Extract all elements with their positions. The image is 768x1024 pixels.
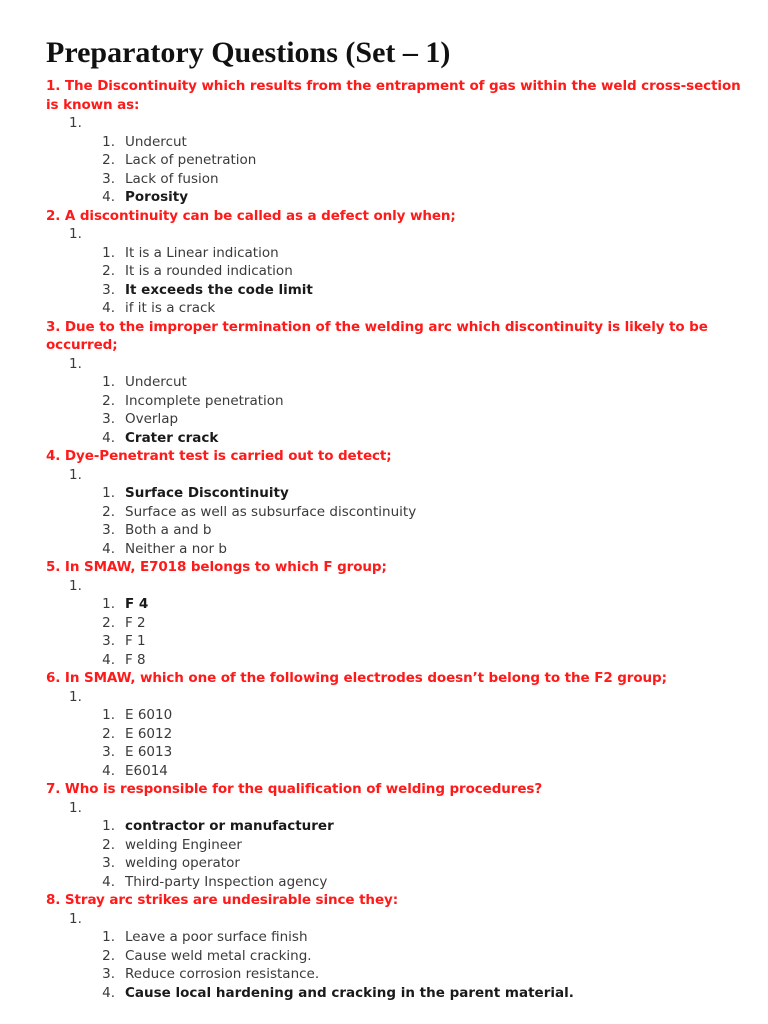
outer-list-number: 1.: [69, 910, 82, 927]
outer-list-number: 1.: [69, 355, 82, 372]
outer-list-number: 1.: [69, 115, 82, 131]
option-list: [46, 484, 746, 558]
option-number: 1.: [102, 485, 115, 501]
option-label: F 8: [125, 651, 146, 668]
option-item: [46, 632, 746, 651]
option-label: Porosity: [125, 189, 189, 205]
option-label: E 6013: [125, 744, 173, 760]
option-number: 3.: [102, 855, 115, 871]
option-label: Both a and b: [125, 522, 212, 538]
option-number: 1.: [102, 818, 115, 834]
option-list: [46, 244, 746, 318]
option-item: [46, 410, 746, 429]
option-label: F 1: [125, 633, 146, 649]
document-page: [46, 0, 746, 1002]
question-text: 3. Due to the improper termination of the welding arc which discontinuity is likely to be occurred;: [46, 318, 708, 353]
option-item: [46, 854, 746, 873]
option-item: [46, 299, 746, 318]
question-text: 2. A discontinuity can be called as a defect only when;: [46, 207, 456, 224]
question-text: 1. The Discontinuity which results from the entrapment of gas within the weld cross-section is known as:: [46, 78, 741, 113]
option-number: 1.: [102, 596, 115, 612]
option-label: F 2: [125, 614, 146, 631]
option-number: 4.: [102, 651, 115, 668]
question-list: [46, 77, 746, 1002]
option-item: [46, 151, 746, 170]
option-number: 4.: [102, 762, 115, 779]
outer-list-number: 1.: [69, 466, 82, 483]
option-label: contractor or manufacturer: [125, 818, 334, 834]
option-label: E6014: [125, 762, 168, 779]
option-number: 2.: [102, 392, 115, 409]
option-label: Cause local hardening and cracking in the parent material.: [125, 984, 574, 1001]
question-text: 5. In SMAW, E7018 belongs to which F group;: [46, 559, 387, 575]
option-label: Lack of fusion: [125, 170, 219, 187]
option-item: [46, 503, 746, 522]
option-number: 2.: [102, 152, 115, 168]
option-item: [46, 965, 746, 984]
option-label: if it is a crack: [125, 300, 216, 316]
option-number: 4.: [102, 189, 115, 205]
option-item: [46, 540, 746, 559]
option-number: 3.: [102, 281, 115, 298]
option-label: Surface Discontinuity: [125, 485, 289, 501]
question-block: [46, 207, 746, 318]
option-label: Third-party Inspection agency: [125, 873, 328, 890]
option-number: 2.: [102, 725, 115, 742]
option-number: 2.: [102, 836, 115, 853]
option-number: 4.: [102, 984, 115, 1001]
option-label: Undercut: [125, 374, 187, 390]
option-item: [46, 743, 746, 762]
option-number: 3.: [102, 744, 115, 760]
option-label: Leave a poor surface finish: [125, 929, 308, 945]
option-item: [46, 947, 746, 966]
option-label: E 6010: [125, 707, 173, 723]
option-item-answer: [46, 484, 746, 503]
question-text: 6. In SMAW, which one of the following electrodes doesn’t belong to the F2 group;: [46, 670, 667, 686]
outer-list-number: 1.: [69, 799, 82, 816]
option-number: 1.: [102, 244, 115, 261]
option-number: 3.: [102, 170, 115, 187]
option-label: Crater crack: [125, 429, 219, 446]
option-item: [46, 133, 746, 152]
option-number: 2.: [102, 947, 115, 964]
option-label: welding operator: [125, 855, 240, 871]
option-label: Undercut: [125, 133, 187, 150]
option-label: welding Engineer: [125, 836, 242, 853]
option-item-answer: [46, 281, 746, 300]
option-number: 4.: [102, 873, 115, 890]
question-text: 4. Dye-Penetrant test is carried out to detect;: [46, 448, 392, 464]
question-block: [46, 447, 746, 558]
option-label: Neither a nor b: [125, 540, 227, 557]
question-block: [46, 558, 746, 669]
option-number: 1.: [102, 374, 115, 390]
option-item-answer: [46, 595, 746, 614]
option-item: [46, 762, 746, 781]
option-item: [46, 706, 746, 725]
option-number: 1.: [102, 707, 115, 723]
option-list: [46, 817, 746, 891]
option-item: [46, 170, 746, 189]
option-item-answer: [46, 984, 746, 1003]
question-text: 7. Who is responsible for the qualification of welding procedures?: [46, 781, 543, 797]
option-list: [46, 133, 746, 207]
option-number: 4.: [102, 300, 115, 316]
option-number: 4.: [102, 429, 115, 446]
option-label: Incomplete penetration: [125, 392, 284, 409]
option-label: It is a rounded indication: [125, 263, 293, 279]
option-number: 4.: [102, 540, 115, 557]
option-item: [46, 373, 746, 392]
option-item: [46, 244, 746, 263]
option-list: [46, 595, 746, 669]
question-text: 8. Stray arc strikes are undesirable since they:: [46, 892, 398, 908]
question-block: [46, 318, 746, 448]
question-block: [46, 669, 746, 780]
option-label: It is a Linear indication: [125, 244, 279, 261]
option-item-answer: [46, 429, 746, 448]
option-label: Overlap: [125, 411, 179, 427]
option-label: Surface as well as subsurface discontinuity: [125, 503, 417, 520]
outer-list-number: 1.: [69, 226, 82, 242]
option-item-answer: [46, 188, 746, 207]
page-title: Preparatory Questions (Set – 1): [46, 36, 451, 69]
option-number: 3.: [102, 411, 115, 427]
option-label: Reduce corrosion resistance.: [125, 966, 320, 982]
option-number: 3.: [102, 633, 115, 649]
option-list: [46, 373, 746, 447]
option-list: [46, 706, 746, 780]
question-block: [46, 77, 746, 207]
option-label: Lack of penetration: [125, 152, 257, 168]
option-number: 3.: [102, 522, 115, 538]
option-item: [46, 614, 746, 633]
option-number: 3.: [102, 966, 115, 982]
option-label: Cause weld metal cracking.: [125, 947, 312, 964]
option-list: [46, 928, 746, 1002]
option-item: [46, 651, 746, 670]
option-label: F 4: [125, 596, 149, 612]
option-number: 2.: [102, 614, 115, 631]
option-item: [46, 262, 746, 281]
option-item: [46, 873, 746, 892]
question-block: [46, 891, 746, 1002]
outer-list-number: 1.: [69, 688, 82, 705]
question-block: [46, 780, 746, 891]
option-number: 2.: [102, 503, 115, 520]
option-item: [46, 836, 746, 855]
option-label: E 6012: [125, 725, 173, 742]
option-number: 1.: [102, 133, 115, 150]
option-item: [46, 521, 746, 540]
option-number: 1.: [102, 929, 115, 945]
option-item: [46, 392, 746, 411]
outer-list-number: 1.: [69, 577, 82, 594]
option-item: [46, 725, 746, 744]
option-item-answer: [46, 817, 746, 836]
option-item: [46, 928, 746, 947]
option-label: It exceeds the code limit: [125, 281, 313, 298]
option-number: 2.: [102, 263, 115, 279]
